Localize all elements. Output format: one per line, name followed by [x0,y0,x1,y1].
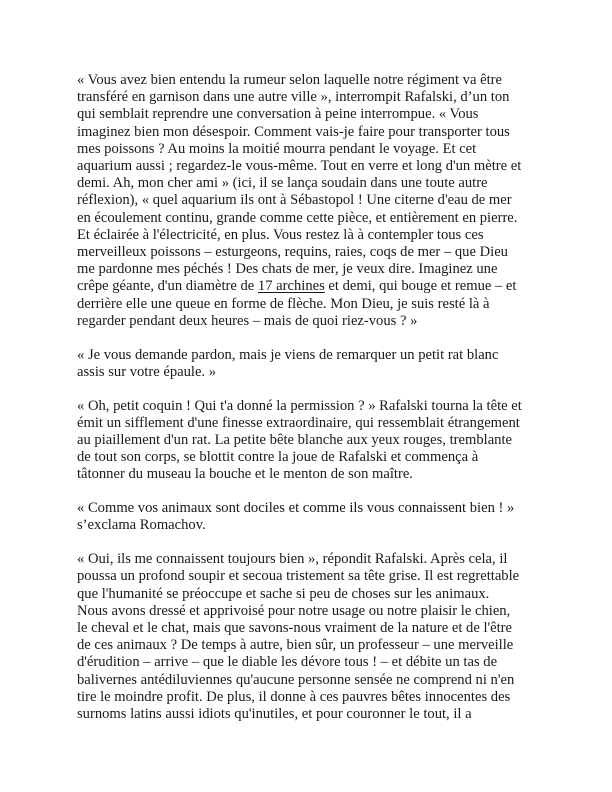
text-segment: « Comme vos animaux sont dociles et comme ils vous connaissent bien ! » [77,500,515,517]
text-line [77,568,547,585]
text-line [77,227,547,244]
text-line [77,141,547,158]
text-segment: demi. Ah, mon cher ami » (ici, il se lança soudain dans une toute autre [77,175,488,192]
text-line [77,637,547,654]
text-segment: tâtonner du museau la bouche et le menton de son maître. [77,466,413,483]
text-segment: qui semblait reprendre une conversation à peine interrompue. « Vous [77,106,479,123]
text-line [77,244,547,261]
body-text [77,72,547,740]
text-line [77,415,547,432]
text-segment: tire le moindre profit. De plus, il donne à ces pauvres bêtes innocentes des [77,688,511,705]
text-line [77,192,547,209]
text-line [77,517,547,534]
text-segment: derrière elle une queue en forme de flèche. Mon Dieu, je suis resté là à [77,295,490,312]
text-line [77,689,547,706]
paragraph [77,500,547,534]
paragraph [77,398,547,484]
text-segment: poussa un profond soupir et secoua tristement sa tête grise. Il est regrettable [77,568,520,585]
text-segment: le cheval et le chat, mais que savons-nous vraiment de la nature et de l'être [77,620,512,637]
text-segment: balivernes antédiluviennes qu'aucune personne sensée ne comprend ni n'en [77,671,515,688]
text-segment: aquarium aussi ; regardez-le vous-même. Tout en verre et long d'un mètre et [77,158,522,175]
text-segment: merveilleux poissons – esturgeons, requins, raies, coqs de mer – que Dieu [77,244,508,261]
text-segment: imaginez bien mon désespoir. Comment vais-je faire pour transporter tous [77,123,510,140]
text-line [77,313,547,330]
text-line [77,347,547,364]
text-segment: de tout son corps, se blottit contre la joue de Rafalski et commença à [77,449,479,466]
text-segment: me pardonne mes péchés ! Des chats de mer, je veux dire. Imaginez une [77,261,498,278]
text-segment: « Oh, petit coquin ! Qui t'a donné la permission ? » Rafalski tourna la tête et [77,397,522,414]
text-segment: d'érudition – arrive – que le diable les dévore tous ! – et débite un tas de [77,654,498,671]
text-segment: crêpe géante, d'un diamètre de [77,278,258,295]
text-line [77,620,547,637]
text-line [77,432,547,449]
text-line [77,603,547,620]
text-segment: Nous avons dressé et apprivoisé pour notre usage ou notre plaisir le chien, [77,602,511,619]
text-segment: « Je vous demande pardon, mais je viens de remarquer un petit rat blanc [77,346,499,363]
text-line [77,175,547,192]
text-line [77,278,547,295]
underlined-term: 17 archines [257,278,325,295]
text-segment: transféré en garnison dans une autre ville », interrompit Rafalski, d’un ton [77,89,510,106]
text-line [77,672,547,689]
text-segment: assis sur votre épaule. » [77,363,217,380]
text-segment: Et éclairée à l'électricité, en plus. Vous restez là à contempler tous ces [77,226,484,243]
text-line [77,158,547,175]
text-segment: au piaillement d'un rat. La petite bête blanche aux yeux rouges, tremblante [77,432,513,449]
text-line [77,72,547,89]
text-line [77,654,547,671]
text-line [77,261,547,278]
text-line [77,398,547,415]
text-segment: en écoulement continu, grande comme cette pièce, et entièrement en pierre. [77,209,518,226]
paragraph [77,551,547,723]
text-line [77,124,547,141]
text-segment: que l'humanité se préoccupe et sache si peu de choses sur les animaux. [77,585,490,602]
text-line [77,586,547,603]
text-segment: regarder pendant deux heures – mais de quoi riez-vous ? » [77,312,418,329]
text-line [77,449,547,466]
text-line [77,500,547,517]
paragraph [77,72,547,330]
text-line [77,364,547,381]
text-segment: de ces animaux ? De temps à autre, bien sûr, un professeur – une merveille [77,637,514,654]
text-segment: et demi, qui bouge et remue – et [324,278,517,295]
text-segment: émit un sifflement d'une finesse extraordinaire, qui ressemblait étrangement [77,414,520,431]
text-line [77,106,547,123]
text-segment: réflexion), « quel aquarium ils ont à Sébastopol ! Une citerne d'eau de mer [77,192,512,209]
text-segment: « Oui, ils me connaissent toujours bien », répondit Rafalski. Après cela, il [77,551,508,568]
text-segment: « Vous avez bien entendu la rumeur selon laquelle notre régiment va être [77,72,502,88]
paragraph [77,347,547,381]
text-line [77,210,547,227]
text-segment: s’exclama Romachov. [77,517,206,534]
text-line [77,89,547,106]
text-segment: mes poissons ? Au moins la moitié mourra pendant le voyage. Et cet [77,140,477,157]
text-line [77,551,547,568]
text-line [77,296,547,313]
text-segment: surnoms latins aussi idiots qu'inutiles, et pour couronner le tout, il a [77,706,472,723]
text-line [77,706,547,723]
text-line [77,466,547,483]
